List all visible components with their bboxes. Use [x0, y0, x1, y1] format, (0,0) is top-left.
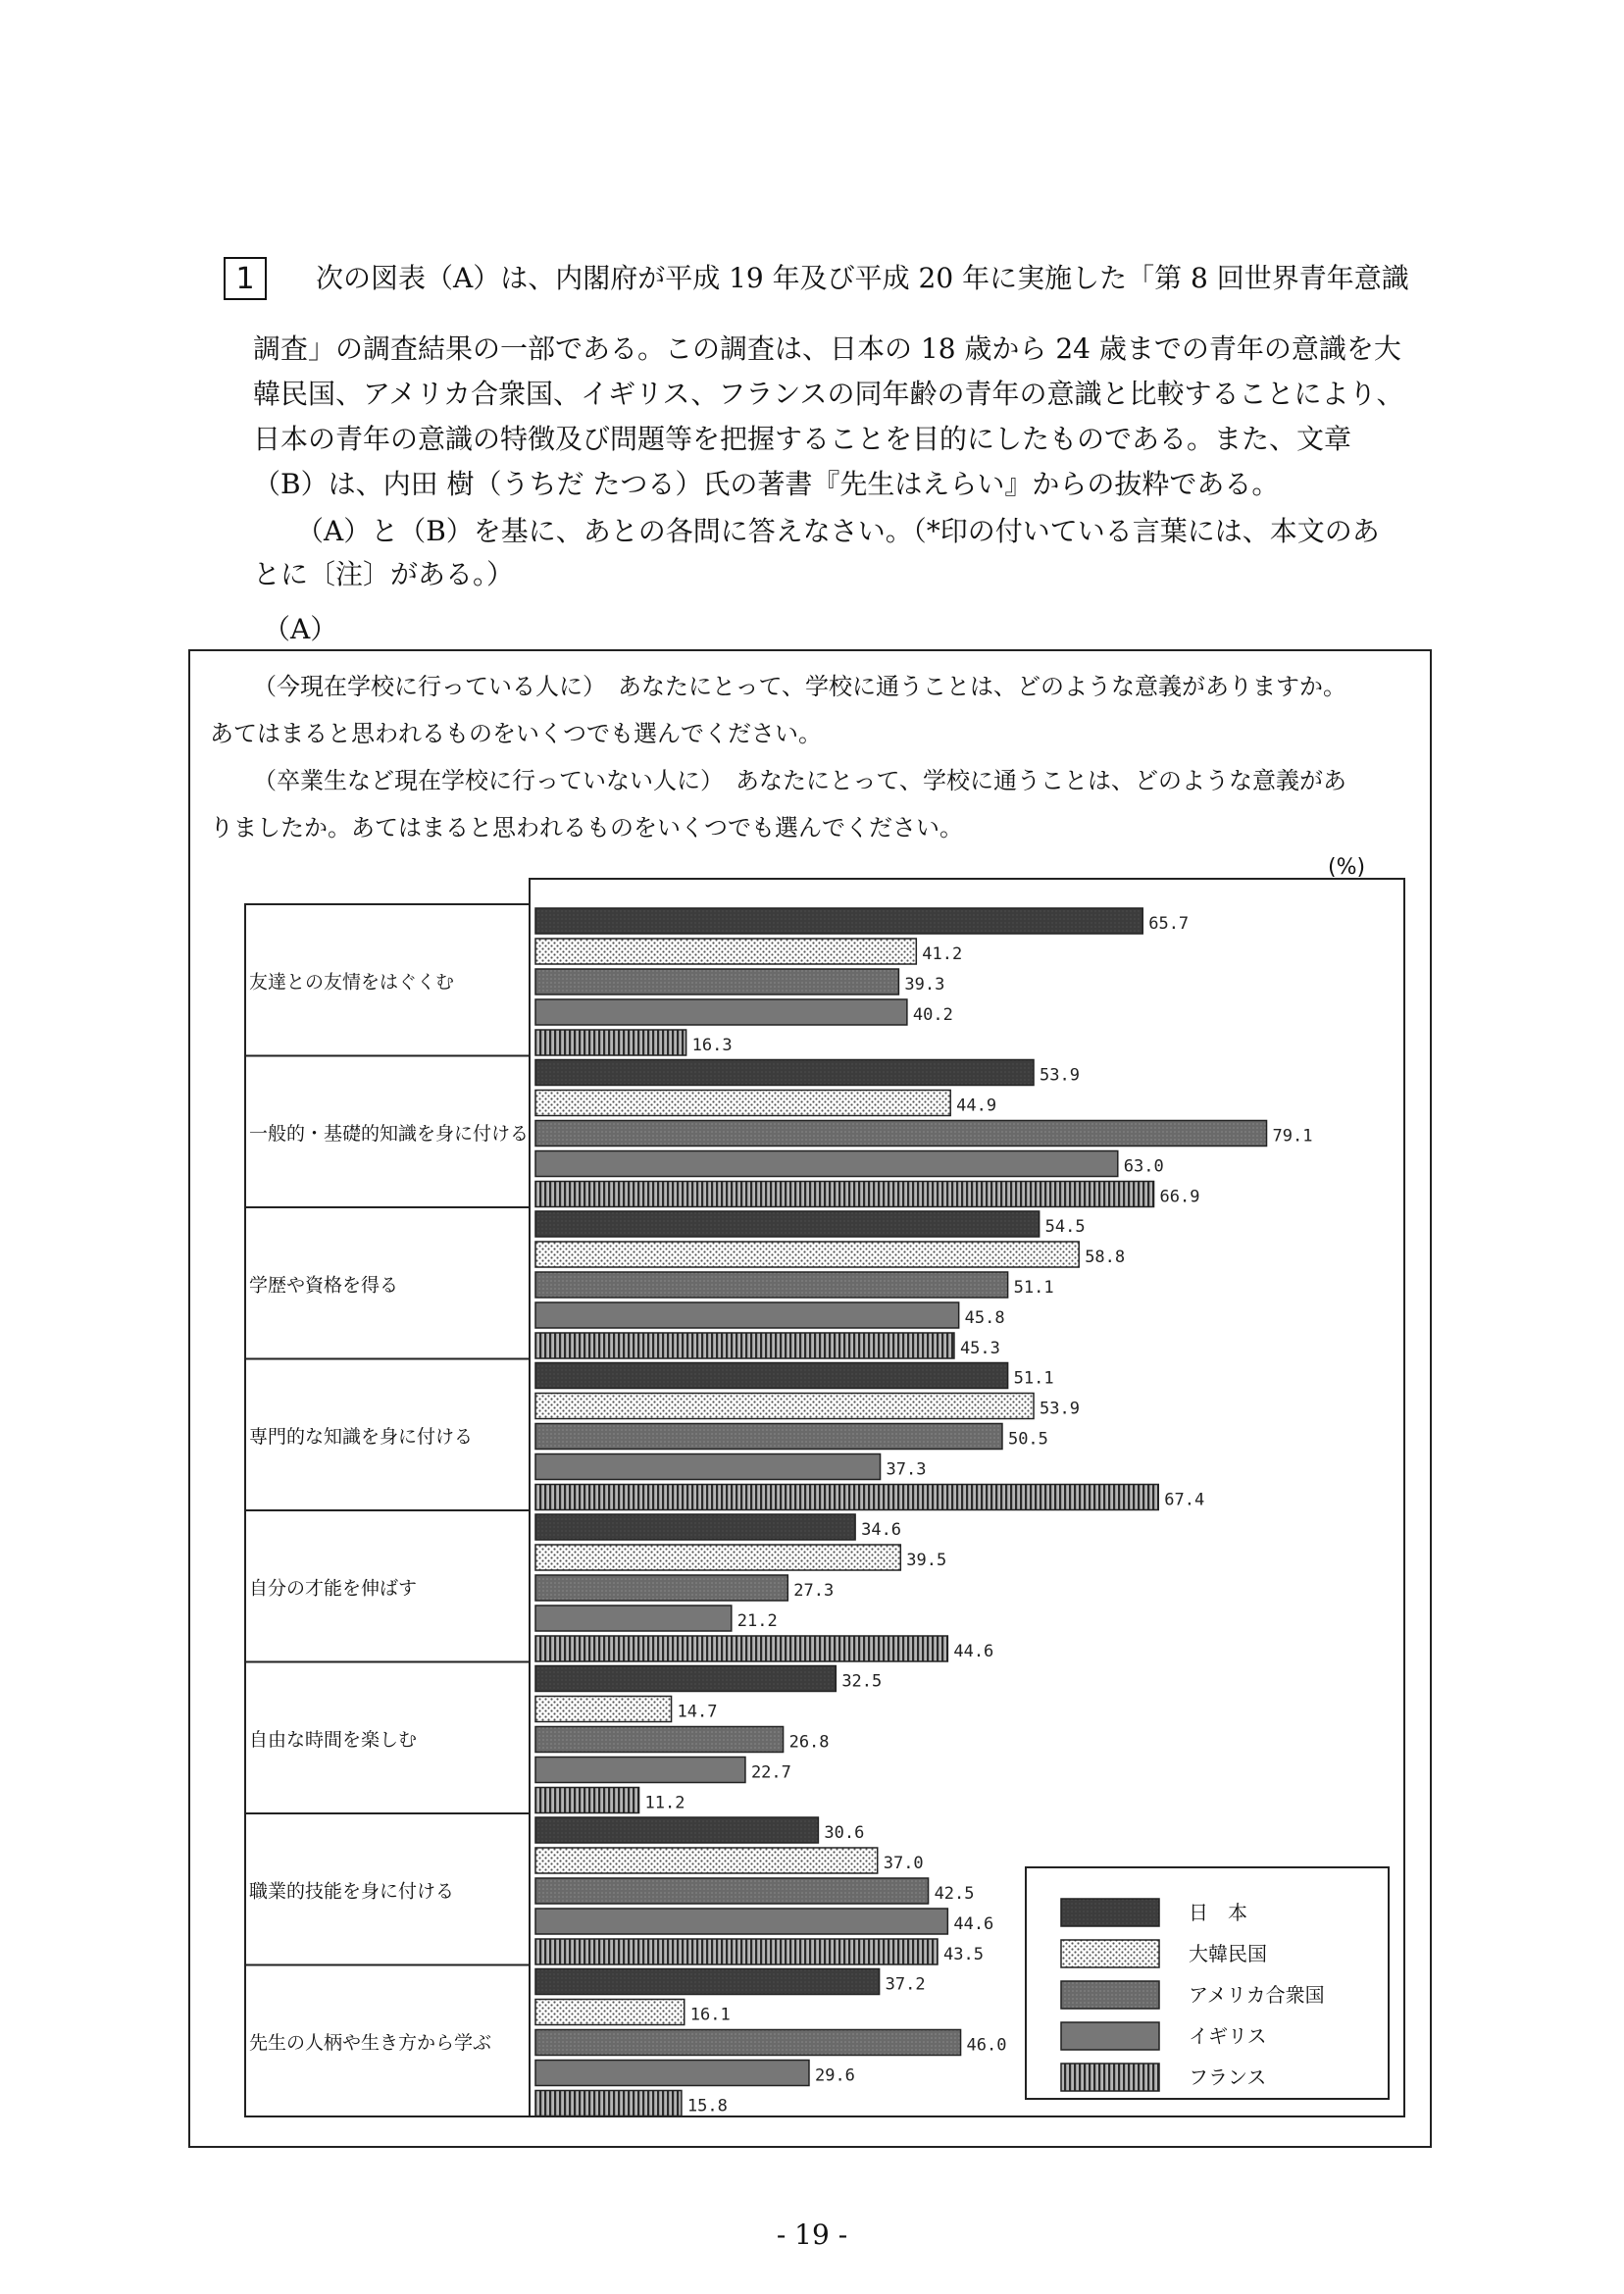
category-label: 先生の人柄や生き方から学ぶ	[249, 2031, 492, 2054]
bar	[535, 1211, 1040, 1237]
bar	[535, 1242, 1079, 1267]
intro-line-5: （B）は、内田 樹（うちだ たつる）氏の著書『先生はえらい』からの抜粋である。	[253, 468, 1280, 500]
data-label: 63.0	[1123, 1156, 1164, 1177]
data-label: 44.9	[956, 1096, 997, 1116]
unit-label: (%)	[1328, 855, 1366, 880]
data-label: 15.8	[686, 2096, 728, 2116]
category-label: 学歴や資格を得る	[249, 1274, 399, 1297]
bar	[535, 1939, 938, 1964]
bar	[535, 999, 907, 1025]
bar	[535, 1817, 818, 1843]
intro-line-1: 次の図表（A）は、内閣府が平成 19 年及び平成 20 年に実施した「第 8 回世界青年意識	[316, 262, 1409, 294]
intro-line-7: とに〔注〕がある。）	[253, 558, 515, 590]
data-label: 37.0	[883, 1854, 924, 1873]
bar	[535, 1514, 855, 1540]
data-label: 54.5	[1044, 1217, 1086, 1237]
data-label: 37.2	[885, 1974, 926, 1995]
bar	[535, 2030, 961, 2056]
data-label: 66.9	[1159, 1187, 1200, 1207]
data-label: 46.0	[966, 2035, 1007, 2056]
data-label: 21.2	[736, 1611, 778, 1631]
bar	[535, 1151, 1118, 1177]
bar	[535, 1302, 959, 1328]
bar	[535, 1878, 929, 1904]
data-label: 40.2	[912, 1005, 953, 1025]
survey-question-line-3: （卒業生など現在学校に行っていない人に） あなたにとって、学校に通うことは、どのような意義があ	[253, 767, 1347, 794]
intro-line-3: 韓民国、アメリカ合衆国、イギリス、フランスの同年齢の青年の意識と比較することにより、	[253, 378, 1404, 410]
bar	[535, 1969, 880, 1995]
data-label: 29.6	[814, 2065, 855, 2086]
legend-swatch	[1061, 1981, 1159, 2009]
survey-question-line-2: あてはまると思われるものをいくつでも選んでください。	[210, 720, 822, 747]
legend-swatch	[1061, 2064, 1159, 2091]
category-label: 職業的技能を身に付ける	[249, 1880, 455, 1903]
legend-swatch	[1061, 2022, 1159, 2050]
data-label: 51.1	[1013, 1368, 1054, 1389]
data-label: 45.3	[959, 1339, 1000, 1358]
data-label: 39.3	[904, 975, 945, 994]
bar	[535, 1848, 878, 1873]
data-label: 43.5	[942, 1945, 984, 1964]
bar	[535, 1030, 686, 1055]
legend-label: アメリカ合衆国	[1189, 1983, 1325, 2007]
data-label: 44.6	[953, 1642, 994, 1661]
legend-label: 大韓民国	[1189, 1942, 1267, 1965]
intro-line-6: （A）と（B）を基に、あとの各問に答えなさい。（*印の付いている言葉には、本文のあ	[296, 515, 1380, 547]
data-label: 65.7	[1148, 914, 1190, 934]
bar	[535, 1333, 954, 1358]
survey-question-line-4: りましたか。あてはまると思われるものをいくつでも選んでください。	[210, 814, 963, 841]
data-label: 32.5	[841, 1671, 883, 1692]
bar	[535, 1758, 745, 1783]
bar	[535, 1363, 1008, 1389]
data-label: 16.3	[691, 1036, 733, 1055]
page-number: - 19 -	[776, 2218, 848, 2251]
data-label: 11.2	[644, 1793, 685, 1813]
bar	[535, 1272, 1008, 1298]
legend	[1026, 1867, 1389, 2099]
data-label: 44.6	[953, 1914, 994, 1934]
bar	[535, 1788, 639, 1813]
data-label: 27.3	[793, 1581, 835, 1601]
bar	[535, 1545, 900, 1570]
category-label: 専門的な知識を身に付ける	[249, 1425, 474, 1448]
bar	[535, 1727, 784, 1753]
survey-question-line-1: （今現在学校に行っている人に） あなたにとって、学校に通うことは、どのような意義がありますか。	[253, 673, 1347, 700]
bar	[535, 1060, 1034, 1086]
bar	[535, 2061, 809, 2086]
data-label: 26.8	[788, 1732, 830, 1753]
category-label: 一般的・基礎的知識を身に付ける	[249, 1122, 530, 1145]
bar	[535, 2091, 682, 2116]
legend-swatch	[1061, 1940, 1159, 1967]
bar	[535, 1424, 1002, 1450]
data-label: 22.7	[750, 1762, 791, 1783]
category-label: 友達との友情をはぐくむ	[249, 971, 455, 994]
data-label: 41.2	[922, 944, 963, 964]
bar	[535, 908, 1142, 934]
bar	[535, 1909, 947, 1934]
figure-label: （A）	[263, 613, 338, 645]
intro-line-2: 調査」の調査結果の一部である。この調査は、日本の 18 歳から 24 歳までの青年の意識を大	[253, 332, 1401, 365]
legend-label: 日 本	[1189, 1901, 1247, 1924]
bar	[535, 1454, 881, 1480]
bar	[535, 1666, 836, 1692]
bar	[535, 1182, 1154, 1207]
data-label: 50.5	[1007, 1429, 1048, 1450]
bar	[535, 1636, 947, 1661]
data-label: 34.6	[861, 1520, 902, 1540]
bar	[535, 939, 916, 964]
data-label: 39.5	[906, 1551, 947, 1570]
data-label: 51.1	[1013, 1278, 1054, 1298]
bar	[535, 2000, 685, 2025]
bar	[535, 969, 898, 994]
bar	[535, 1091, 950, 1116]
legend-swatch	[1061, 1899, 1159, 1926]
bar	[535, 1697, 672, 1722]
data-label: 42.5	[934, 1884, 975, 1904]
legend-label: イギリス	[1189, 2024, 1267, 2048]
data-label: 37.3	[886, 1459, 927, 1480]
bar	[535, 1485, 1158, 1510]
intro-line-4: 日本の青年の意識の特徴及び問題等を把握することを目的にしたものである。また、文章	[253, 423, 1352, 455]
category-label: 自分の才能を伸ばす	[249, 1577, 418, 1600]
category-label: 自由な時間を楽しむ	[249, 1728, 418, 1751]
data-label: 53.9	[1040, 1399, 1080, 1419]
data-label: 79.1	[1272, 1126, 1313, 1147]
data-label: 45.8	[964, 1308, 1005, 1328]
bar	[535, 1121, 1267, 1147]
bar	[535, 1394, 1034, 1419]
legend-label: フランス	[1189, 2065, 1267, 2089]
bar	[535, 1606, 732, 1631]
data-label: 16.1	[689, 2005, 731, 2025]
data-label: 53.9	[1040, 1065, 1080, 1086]
data-label: 58.8	[1085, 1248, 1126, 1267]
data-label: 14.7	[677, 1702, 718, 1722]
question-number: 1	[224, 257, 267, 300]
data-label: 30.6	[824, 1823, 865, 1843]
data-label: 67.4	[1164, 1490, 1205, 1510]
bar	[535, 1575, 787, 1601]
